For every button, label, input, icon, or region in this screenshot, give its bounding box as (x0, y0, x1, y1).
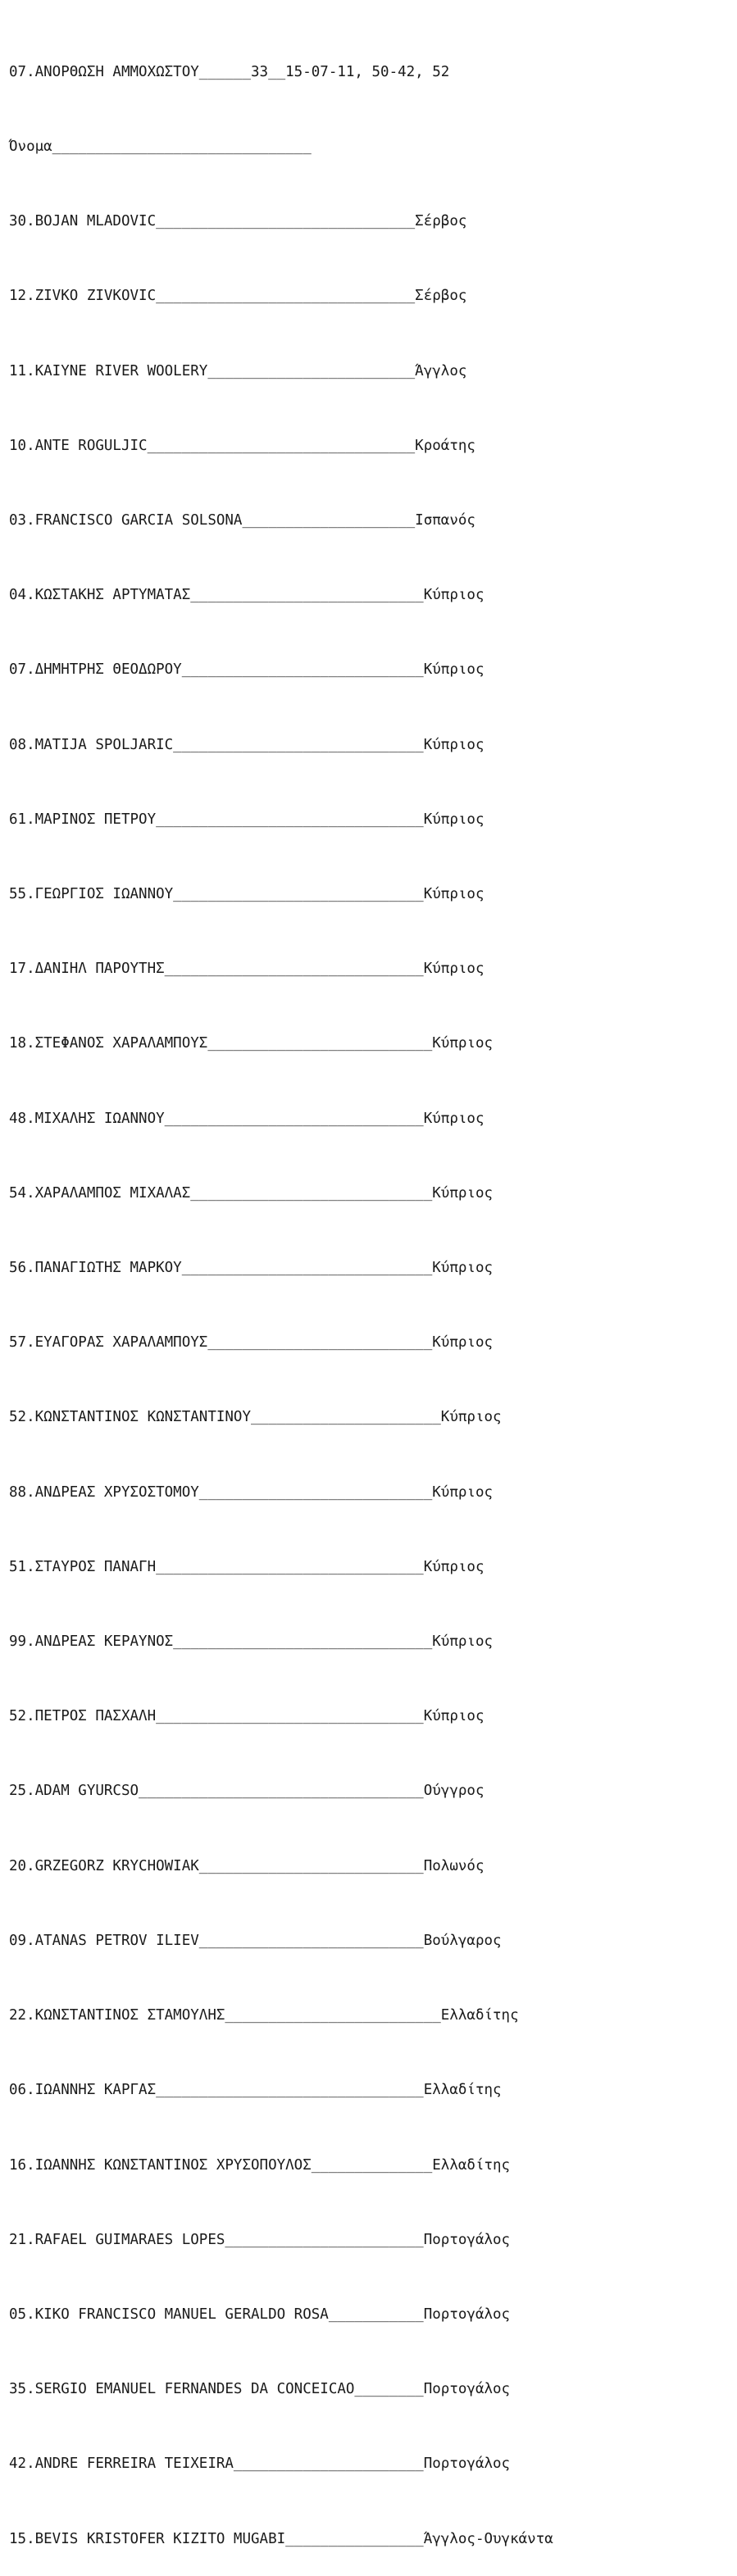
player-line: 61.ΜΑΡΙΝΟΣ ΠΕΤΡΟΥ_______________________________Κύπριος (9, 811, 485, 828)
team-header-line: 07.ΑΝΟΡΘΩΣΗ ΑΜΜΟΧΩΣΤΟΥ______33__15-07-11, 50-42, 52 (9, 63, 450, 80)
player-line: 20.GRZEGORZ KRYCHOWIAK__________________________Πολωνός (9, 1857, 485, 1874)
player-line: 51.ΣΤΑΥΡΟΣ ΠΑΝΑΓΗ_______________________________Κύπριος (9, 1558, 485, 1575)
player-line: 07.ΔΗΜΗΤΡΗΣ ΘΕΟΔΩΡΟΥ____________________________Κύπριος (9, 661, 485, 679)
player-line: 22.ΚΩΝΣΤΑΝΤΙΝΟΣ ΣΤΑΜΟΥΛΗΣ_________________________Ελλαδίτης (9, 2007, 519, 2024)
player-line: 35.SERGIO EMANUEL FERNANDES DA CONCEICAO________Πορτογάλος (9, 2381, 511, 2398)
player-line: 52.ΚΩΝΣΤΑΝΤΙΝΟΣ ΚΩΝΣΤΑΝΤΙΝΟΥ______________________Κύπριος (9, 1409, 502, 1426)
player-line: 09.ATANAS PETROV ILIEV__________________________Βούλγαρος (9, 1932, 502, 1949)
player-line: 06.ΙΩΑΝΝΗΣ ΚΑΡΓΑΣ_______________________________Ελλαδίτης (9, 2082, 502, 2099)
player-line: 55.ΓΕΩΡΓΙΟΣ ΙΩΑΝΝΟΥ_____________________________Κύπριος (9, 886, 485, 903)
roster-document (9, 10, 553, 2576)
player-line: 18.ΣΤΕΦΑΝΟΣ ΧΑΡΑΛΑΜΠΟΥΣ__________________________Κύπριος (9, 1035, 494, 1052)
player-line: 21.RAFAEL GUIMARAES LOPES_______________________Πορτογάλος (9, 2231, 511, 2248)
player-line: 52.ΠΕΤΡΟΣ ΠΑΣΧΑΛΗ_______________________________Κύπριος (9, 1708, 485, 1725)
player-line: 88.ΑΝΔΡΕΑΣ ΧΡΥΣΟΣΤΟΜΟΥ___________________________Κύπριος (9, 1483, 494, 1501)
player-line: 48.ΜΙΧΑΛΗΣ ΙΩΑΝΝΟΥ______________________________Κύπριος (9, 1110, 485, 1127)
player-line: 57.ΕΥΑΓΟΡΑΣ ΧΑΡΑΛΑΜΠΟΥΣ__________________________Κύπριος (9, 1334, 494, 1352)
player-line: 08.MATIJA SPOLJARIC_____________________________Κύπριος (9, 736, 485, 753)
player-line: 03.FRANCISCO GARCIA SOLSONA____________________Ισπανός (9, 512, 475, 529)
player-line: 56.ΠΑΝΑΓΙΩΤΗΣ ΜΑΡΚΟΥ_____________________________Κύπριος (9, 1260, 494, 1277)
name-heading-line: Όνομα______________________________ (9, 139, 312, 156)
player-line: 99.ΑΝΔΡΕΑΣ ΚΕΡΑΥΝΟΣ______________________________Κύπριος (9, 1633, 494, 1651)
player-line: 11.KAIYNE RIVER WOOLERY________________________Άγγλος (9, 362, 467, 379)
player-line: 25.ADAM GYURCSO_________________________________Ούγγρος (9, 1783, 485, 1800)
player-line: 16.ΙΩΑΝΝΗΣ ΚΩΝΣΤΑΝΤΙΝΟΣ ΧΡΥΣΟΠΟΥΛΟΣ______________Ελλαδίτης (9, 2156, 511, 2174)
player-line: 15.BEVIS KRISTOFER KIZITO MUGABI________________Άγγλος-Ουγκάντα (9, 2530, 553, 2547)
player-line: 54.ΧΑΡΑΛΑΜΠΟΣ ΜΙΧΑΛΑΣ____________________________Κύπριος (9, 1184, 494, 1202)
player-line: 05.KIKO FRANCISCO MANUEL GERALDO ROSA___________Πορτογάλος (9, 2306, 511, 2323)
player-line: 12.ZIVKO ZIVKOVIC______________________________Σέρβος (9, 288, 467, 305)
player-line: 17.ΔΑΝΙΗΛ ΠΑΡΟΥΤΗΣ______________________________Κύπριος (9, 961, 485, 978)
player-line: 10.ANTE ROGULJIC_______________________________Κροάτης (9, 437, 475, 454)
player-line: 30.BOJAN MLADOVIC______________________________Σέρβος (9, 213, 467, 230)
player-line: 04.ΚΩΣΤΑΚΗΣ ΑΡΤΥΜΑΤΑΣ___________________________Κύπριος (9, 587, 485, 604)
player-line: 42.ANDRE FERREIRA TEIXEIRA______________________Πορτογάλος (9, 2456, 511, 2473)
